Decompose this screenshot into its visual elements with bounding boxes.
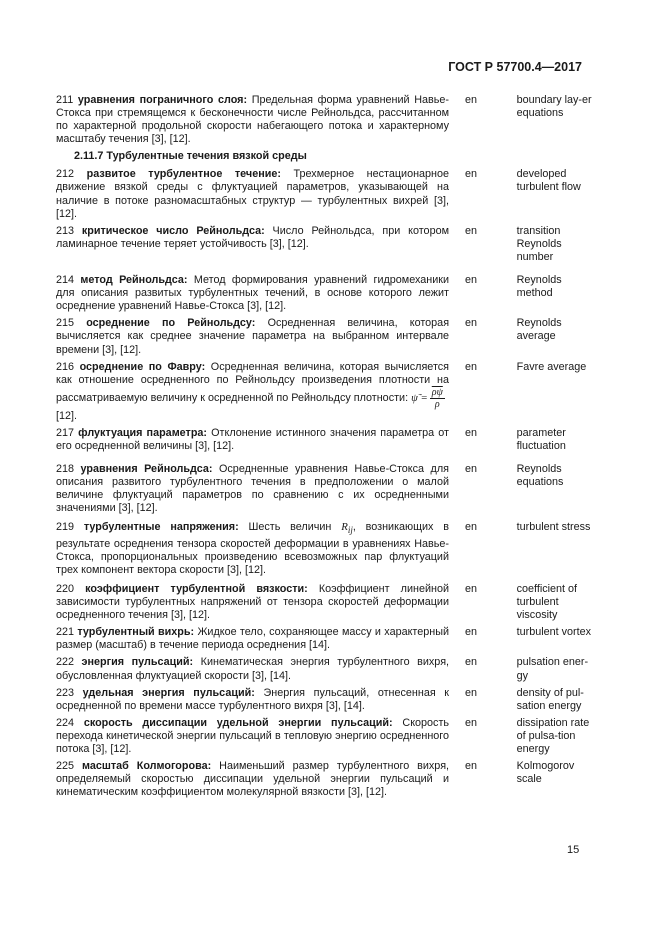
term-number: 220 [56,582,75,595]
term-name: энергия пульсаций: [81,656,194,669]
term-equivalent: coefficient of turbulent viscosity [516,582,578,622]
term-name: критическое число Рейнольдса: [81,224,265,237]
term-name: турбулентный вихрь: [77,626,195,639]
stress-symbol: $R_{ij}$ [341,521,353,536]
term-number: 225 [56,760,75,773]
term-definition [56,168,449,220]
term-language: en [465,317,478,330]
term-text-pre: Шесть величин [248,521,332,534]
formula-denominator: ρ [434,398,440,410]
term-text: Жидкое тело, сохраняющее массу и характерный размер (масштаб) в течение периода осреднения [14]. [56,626,450,652]
term-equivalent: density of pul-sation energy [516,686,584,712]
term-name: скорость диссипации удельной энергии пульсаций: [83,716,393,729]
term-text: Коэффициент линейной зависимости турбулентных напряжений от тензора скоростей деформации осредненного течения [3], [12]. [56,582,450,622]
term-language: en [465,521,478,534]
term-definition [56,717,449,756]
term-number: 217 [56,426,75,439]
term-definition [56,317,449,356]
term-number: 219 [56,521,75,534]
term-equivalent: turbulent vortex [516,626,592,639]
term-entry [56,687,596,713]
term-name: метод Рейнольдса: [80,274,188,287]
term-language: en [465,168,478,181]
term-equivalent: Kolmogorov scale [516,760,575,786]
term-text: Скорость перехода кинетической энергии пульсаций в тепловую энергию осредненного потока [3], [12]. [56,716,450,755]
term-name: уравнения Рейнольдса: [80,463,213,476]
term-name: масштаб Колмогорова: [81,760,212,773]
term-language: en [465,582,478,595]
term-number: 216 [56,360,75,373]
term-equivalent: Reynolds average [516,317,562,343]
term-language: en [465,716,478,729]
term-number: 223 [56,686,75,699]
term-entry [56,361,596,423]
term-text: Отклонение истинного значения параметра от его осредненной величины [3], [12]. [56,426,450,452]
term-text: Кинематическая энергия турбулентного вихря, обусловленная флуктуацией скорости [3], [14]. [56,656,450,682]
term-definition [56,760,449,799]
term-language: en [465,463,478,476]
term-name: уравнения пограничного слоя: [77,94,248,106]
term-equivalent: Favre average [516,360,587,373]
standard-header: ГОСТ Р 57700.4—2017 [448,60,582,74]
term-definition [56,427,449,453]
term-equivalent: dissipation rate of pulsa-tion energy [516,716,590,755]
term-text: Осредненная величина, которая вычисляется как среднее значение параметра на выбранном интервале времени [3], [12]. [56,317,450,356]
page-number: 15 [567,844,580,856]
term-text: Осредненная величина, которая вычисляется как отношение осредненного по Рейнольдсу произведения плотности на рассматриваемую величину к осредненной по Рейнольдсу плотности: [56,360,450,404]
term-definition [56,687,449,713]
term-text: Трехмерное нестационарное движение вязкой среды с флуктуацией параметров, указывающей на наличие в потоке разномасштабных структур — турбулентных вихрей [3], [12]. [56,168,450,220]
term-entry [56,463,596,515]
term-language: en [465,224,478,237]
term-equivalent: developed turbulent flow [516,168,581,194]
term-equivalent: boundary lay-er equations [516,94,592,120]
term-number: 214 [56,274,75,287]
term-definition [56,225,449,264]
formula-fraction [430,387,445,410]
term-text: Число Рейнольдса, при котором ламинарное течение теряет устойчивость [3], [12]. [56,224,449,250]
term-equivalent: Reynolds equations [516,463,564,489]
term-number: 221 [56,626,75,639]
term-text: Предельная форма уравнений Навье-Стокса при стремящемся к бесконечности числе Рейнольдса, рассчитанном по характерной продольной скорости набегающего потока и характерному масштабу течения [3], [12]. [56,94,449,146]
term-name: осреднение по Рейнольдсу: [86,317,256,330]
term-name: развитое турбулентное течение: [86,168,281,181]
term-definition [56,274,449,313]
term-number: 213 [56,224,75,237]
term-entry [56,656,596,682]
term-name: осреднение по Фавру: [79,360,206,373]
term-definition [56,361,449,423]
term-equivalent: transition Reynolds number [516,224,562,263]
term-definition [56,626,449,652]
term-name: турбулентные напряжения: [83,521,239,534]
term-language: en [465,426,478,439]
term-definition [56,656,449,682]
term-equivalent: Reynolds method [516,274,562,300]
term-entry [56,168,596,220]
section-heading: 2.11.7 Турбулентные течения вязкой среды [74,150,307,163]
term-number: 224 [56,716,75,729]
term-equivalent: pulsation ener-gy [516,656,589,682]
term-language: en [465,94,478,106]
term-language: en [465,656,478,669]
term-definition [56,521,449,577]
term-text: Наименьший размер турбулентного вихря, определяемый скоростью диссипации удельной энергии пульсаций и кинематическим коэффициентом молекулярной вязкости [3], [12]. [56,760,450,799]
term-name: удельная энергия пульсаций: [82,686,255,699]
term-entry [56,717,596,756]
term-entry [56,760,596,799]
term-name: коэффициент турбулентной вязкости: [85,582,308,595]
formula-numerator: $\overline{\rho\psi}$ [431,386,443,398]
term-text: Энергия пульсаций, отнесенная к осредненной по времени массе турбулентного вихря [3], [14]. [56,686,450,712]
term-number: 211 [56,94,74,106]
term-number: 212 [56,168,75,181]
term-entry [56,274,596,313]
term-definition [56,94,449,146]
term-entry [56,94,596,146]
term-text: Метод формирования уравнений гидромеханики для описания развитых турбулентных течений, в основе которого лежит осреднение уравнений Навье-Стокса [3], [12]. [56,274,450,313]
term-entry [56,317,596,356]
term-definition [56,463,449,515]
terms-body [56,94,596,803]
term-definition [56,583,449,622]
favre-formula [411,386,447,410]
term-equivalent: turbulent stress [516,521,591,534]
term-number: 218 [56,463,75,476]
formula-lhs: ψ̃ = [411,391,428,404]
term-text-tail: [12]. [56,409,78,422]
term-text: Осредненные уравнения Навье-Стокса для описания развитого турбулентного течения в предположении о малой величине флуктуаций параметров по сравнению с их осредненными значениями [3], [12]. [56,463,449,515]
term-language: en [465,360,478,373]
stress-subscript: ij [347,525,353,536]
term-language: en [465,274,478,287]
term-entry [56,626,596,652]
term-entry [56,225,596,264]
term-entry [56,583,596,622]
term-number: 215 [56,317,75,330]
term-name: флуктуация параметра: [78,426,208,439]
term-entry [56,427,596,453]
term-language: en [465,626,478,639]
term-language: en [465,760,478,773]
term-entry [56,521,596,577]
term-language: en [465,686,478,699]
term-number: 222 [56,656,75,669]
term-equivalent: parameter fluctuation [516,426,566,452]
term-text: , возникающих в результате осреднения тензора скоростей деформации в уравнениях Навье-Стокса, пропорциональных произведению всевозможных пар флуктуаций трех компонент вектора скорости [3], [12]. [56,521,449,576]
